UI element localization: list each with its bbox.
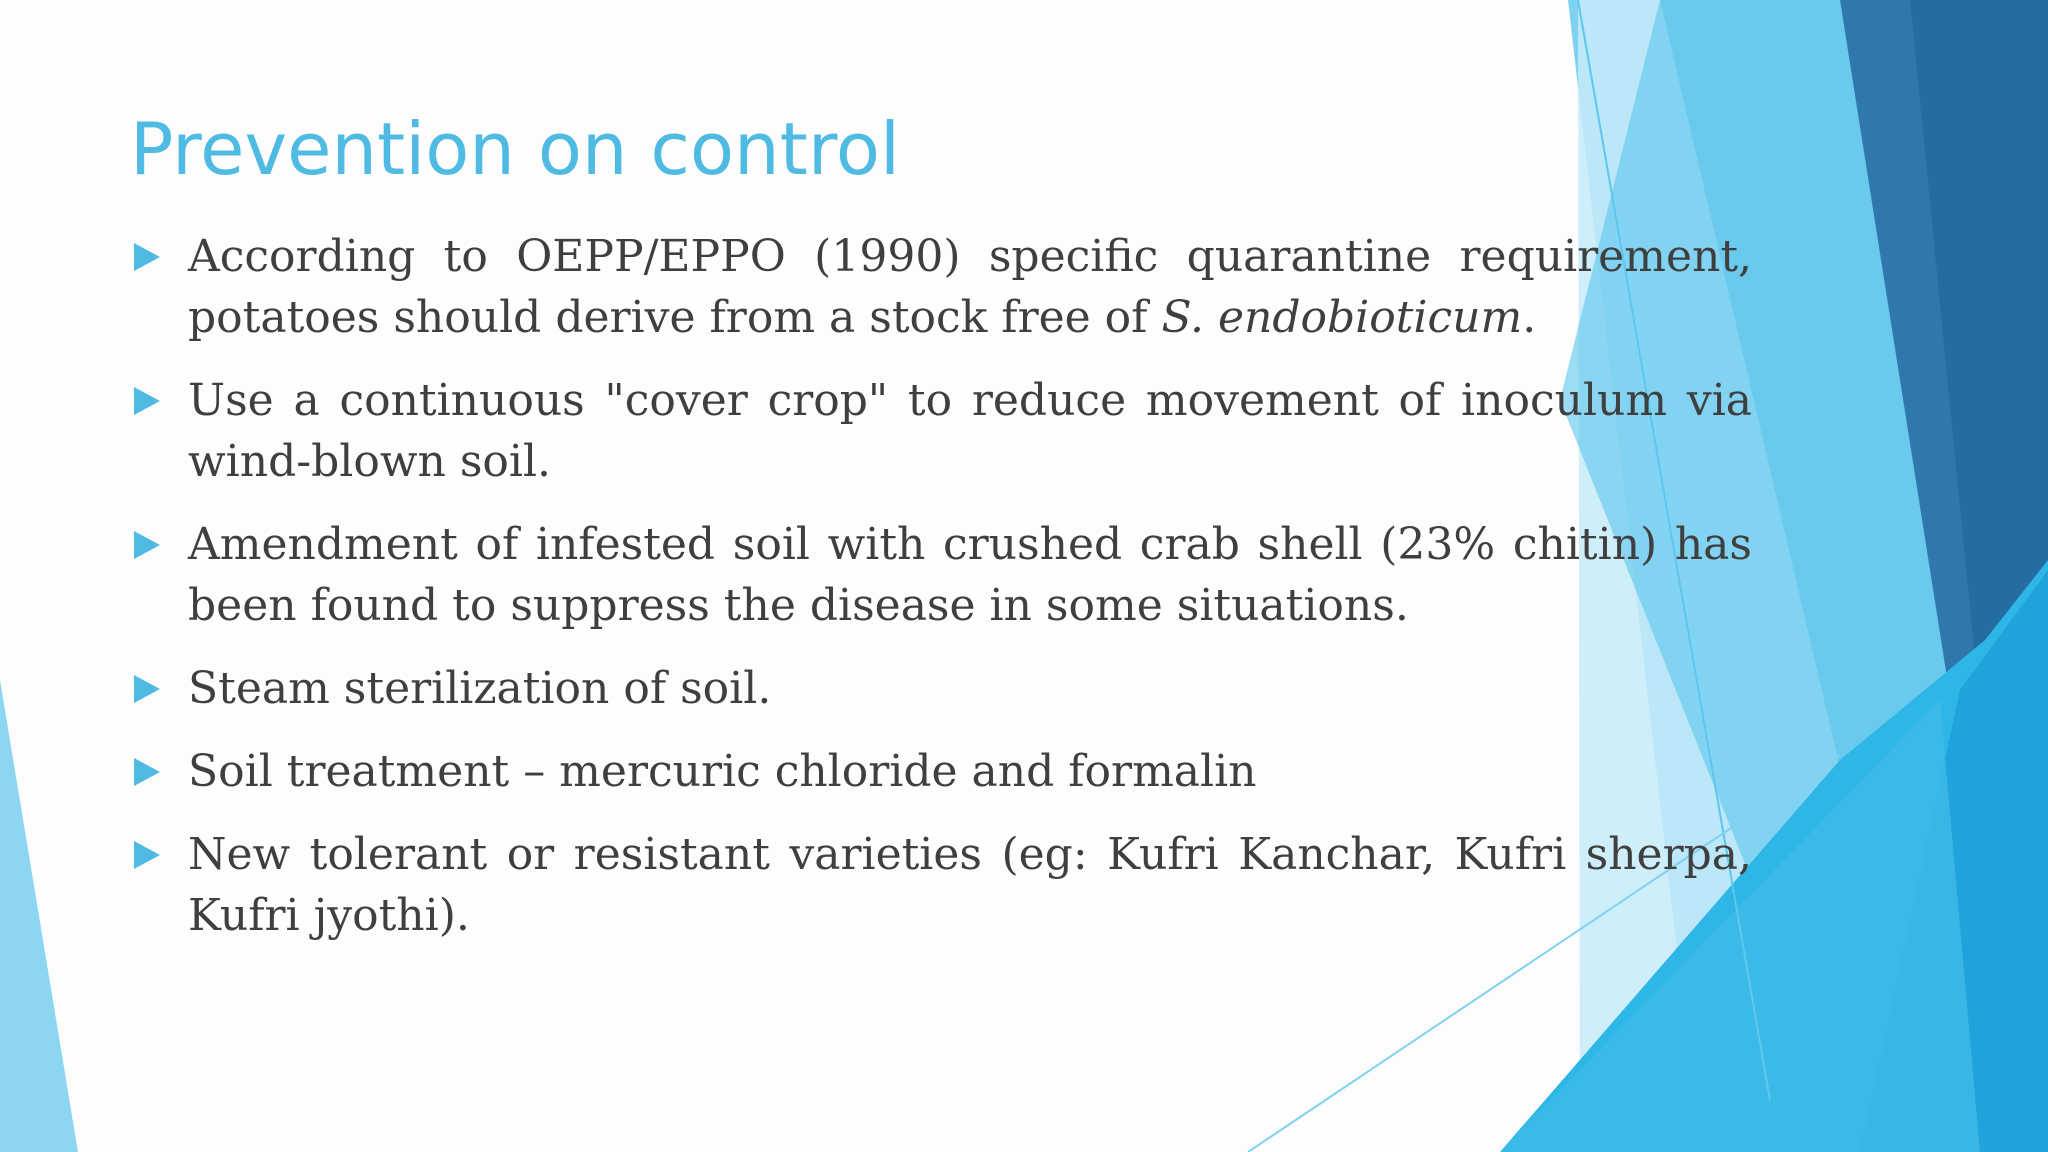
triangle-right-icon	[134, 841, 160, 869]
bullet-text: Amendment of infested soil with crushed crab shell (23% chitin) has been found to suppress the disease in some situations.	[188, 519, 1752, 631]
bullet-text-end: .	[1522, 292, 1537, 343]
bullet-text: Use a continuous "cover crop" to reduce movement of inoculum via wind-blown soil.	[188, 375, 1752, 487]
triangle-right-icon	[134, 758, 160, 786]
triangle-right-icon	[134, 675, 160, 703]
left-accent-shape	[0, 680, 78, 1152]
bullet-item	[130, 226, 1752, 348]
bullet-item	[130, 658, 1752, 719]
bullet-item	[130, 741, 1752, 802]
slide-title: Prevention on control	[130, 107, 900, 191]
bullet-item	[130, 370, 1752, 492]
triangle-right-icon	[134, 387, 160, 415]
bullet-text: Steam sterilization of soil.	[188, 663, 772, 714]
bullet-item	[130, 514, 1752, 636]
species-name: S. endobioticum	[1161, 292, 1523, 343]
bullet-text: New tolerant or resistant varieties (eg: Kufri Kanchar, Kufri sherpa, Kufri jyothi).	[188, 829, 1752, 941]
bullet-text: Soil treatment – mercuric chloride and formalin	[188, 746, 1257, 797]
triangle-right-icon	[134, 243, 160, 271]
triangle-right-icon	[134, 531, 160, 559]
bullet-item	[130, 824, 1752, 946]
bullet-list	[130, 226, 1752, 968]
bullet-text: According to OEPP/EPPO (1990) specific quarantine requirement, potatoes should derive from a stock free of	[188, 231, 1752, 343]
